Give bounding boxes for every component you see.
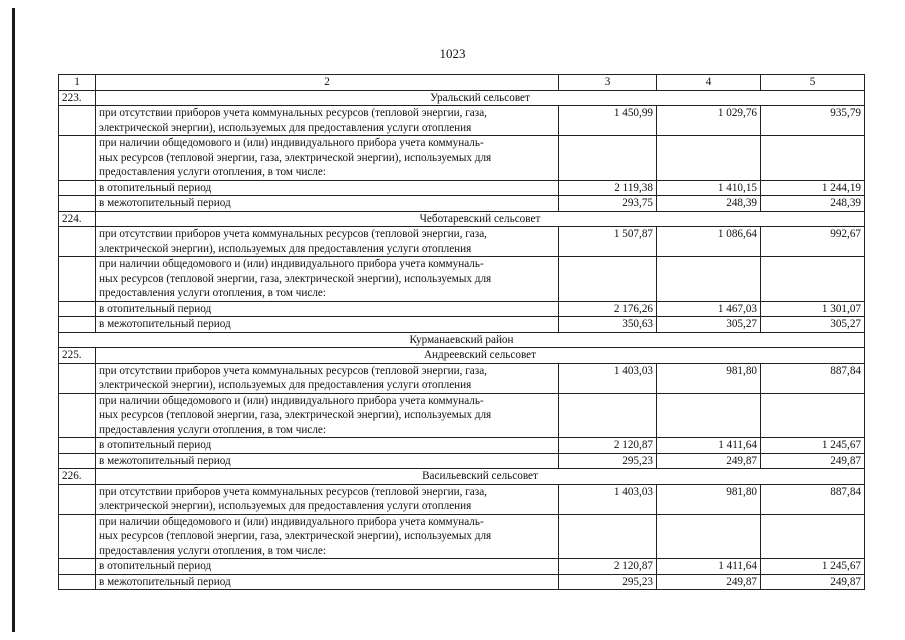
description-line: ных ресурсов (тепловой энергии, газа, электрической энергии), используемых для (99, 409, 492, 421)
off-season-label: в межотопительный период (96, 574, 559, 590)
empty-cell (59, 559, 96, 575)
value-cell: 1 450,99 (559, 106, 657, 136)
description-line: ных ресурсов (тепловой энергии, газа, электрической энергии), используемых для (99, 151, 492, 164)
value-cell: 248,39 (761, 196, 865, 212)
no-meter-row (59, 227, 865, 257)
meter-description (96, 257, 559, 302)
value-cell: 1 245,67 (761, 559, 865, 575)
description-line: ных ресурсов (тепловой энергии, газа, электрической энергии), используемых для (99, 272, 492, 285)
empty-cell (59, 227, 96, 257)
description-line: при отсутствии приборов учета коммунальных ресурсов (тепловой энергии, газа, (99, 364, 487, 377)
empty-cell (59, 106, 96, 136)
empty-cell (59, 257, 96, 302)
description-line: предоставления услуги отопления, в том числе: (99, 544, 326, 557)
description-line: при наличии общедомового и (или) индивидуального прибора учета коммуналь- (99, 515, 484, 528)
meter-description (96, 136, 559, 181)
description-line: при наличии общедомового и (или) индивидуального прибора учета коммуналь- (99, 258, 484, 270)
description-line: электрической энергии), используемых для предоставления услуги отопления (99, 500, 472, 512)
tariff-table (58, 74, 865, 590)
description-line: электрической энергии), используемых для предоставления услуги отопления (99, 121, 472, 134)
heating-period-label: в отопительный период (96, 438, 559, 454)
value-cell: 295,23 (559, 453, 657, 469)
empty-cell (59, 393, 96, 438)
empty-cell (761, 136, 865, 181)
row-number: 223. (59, 90, 96, 106)
meter-row (59, 257, 865, 302)
description-line: электрической энергии), используемых для предоставления услуги отопления (99, 242, 472, 255)
value-cell: 305,27 (657, 317, 761, 333)
heating-period-row (59, 301, 865, 317)
heating-period-row (59, 559, 865, 575)
value-cell: 981,80 (657, 363, 761, 393)
empty-cell (559, 136, 657, 181)
row-number: 224. (59, 211, 96, 227)
empty-cell (59, 301, 96, 317)
no-meter-description (96, 106, 559, 136)
value-cell: 1 411,64 (657, 438, 761, 454)
district-row (59, 332, 865, 348)
meter-row (59, 514, 865, 559)
meter-description (96, 514, 559, 559)
value-cell: 1 410,15 (657, 180, 761, 196)
off-season-label: в межотопительный период (96, 196, 559, 212)
heating-period-label: в отопительный период (96, 180, 559, 196)
header-cell: 2 (96, 75, 559, 91)
header-cell: 1 (59, 75, 96, 91)
settlement-name: Андреевский сельсовет (96, 348, 865, 364)
value-cell: 305,27 (761, 317, 865, 333)
no-meter-row (59, 484, 865, 514)
empty-cell (59, 438, 96, 454)
district-name: Курманаевский район (59, 332, 865, 348)
value-cell: 992,67 (761, 227, 865, 257)
description-line: ных ресурсов (тепловой энергии, газа, электрической энергии), используемых для (99, 530, 492, 542)
settlement-row (59, 348, 865, 364)
settlement-name: Васильевский сельсовет (96, 469, 865, 485)
no-meter-description (96, 484, 559, 514)
empty-cell (559, 257, 657, 302)
description-line: при отсутствии приборов учета коммунальных ресурсов (тепловой энергии, газа, (99, 485, 487, 498)
value-cell: 1 411,64 (657, 559, 761, 575)
off-season-label: в межотопительный период (96, 317, 559, 333)
value-cell: 981,80 (657, 484, 761, 514)
scan-edge-line (12, 8, 15, 632)
value-cell: 935,79 (761, 106, 865, 136)
settlement-name: Уральский сельсовет (96, 90, 865, 106)
value-cell: 2 120,87 (559, 438, 657, 454)
header-cell: 4 (657, 75, 761, 91)
value-cell: 249,87 (761, 453, 865, 469)
no-meter-description (96, 227, 559, 257)
off-season-row (59, 317, 865, 333)
value-cell: 2 119,38 (559, 180, 657, 196)
value-cell: 1 244,19 (761, 180, 865, 196)
value-cell: 1 029,76 (657, 106, 761, 136)
value-cell: 350,63 (559, 317, 657, 333)
meter-row (59, 136, 865, 181)
heating-period-row (59, 180, 865, 196)
off-season-row (59, 453, 865, 469)
description-line: при наличии общедомового и (или) индивидуального прибора учета коммуналь- (99, 394, 484, 407)
value-cell: 1 467,03 (657, 301, 761, 317)
empty-cell (657, 514, 761, 559)
value-cell: 887,84 (761, 363, 865, 393)
value-cell: 249,87 (657, 453, 761, 469)
empty-cell (761, 257, 865, 302)
no-meter-row (59, 363, 865, 393)
empty-cell (59, 514, 96, 559)
meter-row (59, 393, 865, 438)
table-header-row (59, 75, 865, 91)
header-cell: 3 (559, 75, 657, 91)
description-line: электрической энергии), используемых для предоставления услуги отопления (99, 379, 472, 391)
empty-cell (59, 453, 96, 469)
settlement-name: Чеботаревский сельсовет (96, 211, 865, 227)
empty-cell (59, 180, 96, 196)
empty-cell (559, 514, 657, 559)
off-season-label: в межотопительный период (96, 453, 559, 469)
row-number: 226. (59, 469, 96, 485)
heating-period-label: в отопительный период (96, 559, 559, 575)
value-cell: 1 507,87 (559, 227, 657, 257)
settlement-row (59, 90, 865, 106)
row-number: 225. (59, 348, 96, 364)
description-line: при отсутствии приборов учета коммунальных ресурсов (тепловой энергии, газа, (99, 107, 487, 119)
empty-cell (59, 196, 96, 212)
settlement-row (59, 211, 865, 227)
empty-cell (59, 363, 96, 393)
empty-cell (559, 393, 657, 438)
value-cell: 293,75 (559, 196, 657, 212)
value-cell: 1 301,07 (761, 301, 865, 317)
empty-cell (657, 393, 761, 438)
empty-cell (59, 136, 96, 181)
description-line: предоставления услуги отопления, в том числе: (99, 423, 326, 436)
empty-cell (761, 393, 865, 438)
description-line: при наличии общедомового и (или) индивидуального прибора учета коммуналь- (99, 137, 484, 149)
value-cell: 1 245,67 (761, 438, 865, 454)
settlement-row (59, 469, 865, 485)
heating-period-row (59, 438, 865, 454)
value-cell: 295,23 (559, 574, 657, 590)
value-cell: 1 403,03 (559, 484, 657, 514)
empty-cell (657, 257, 761, 302)
off-season-row (59, 196, 865, 212)
empty-cell (59, 484, 96, 514)
empty-cell (59, 574, 96, 590)
value-cell: 249,87 (761, 574, 865, 590)
value-cell: 887,84 (761, 484, 865, 514)
heating-period-label: в отопительный период (96, 301, 559, 317)
empty-cell (59, 317, 96, 333)
meter-description (96, 393, 559, 438)
value-cell: 2 120,87 (559, 559, 657, 575)
no-meter-description (96, 363, 559, 393)
header-cell: 5 (761, 75, 865, 91)
no-meter-row (59, 106, 865, 136)
value-cell: 1 403,03 (559, 363, 657, 393)
value-cell: 1 086,64 (657, 227, 761, 257)
value-cell: 2 176,26 (559, 301, 657, 317)
value-cell: 248,39 (657, 196, 761, 212)
empty-cell (761, 514, 865, 559)
empty-cell (657, 136, 761, 181)
description-line: предоставления услуги отопления, в том числе: (99, 166, 326, 178)
value-cell: 249,87 (657, 574, 761, 590)
description-line: предоставления услуги отопления, в том числе: (99, 287, 326, 299)
description-line: при отсутствии приборов учета коммунальных ресурсов (тепловой энергии, газа, (99, 228, 487, 240)
off-season-row (59, 574, 865, 590)
page-number: 1023 (439, 46, 466, 61)
